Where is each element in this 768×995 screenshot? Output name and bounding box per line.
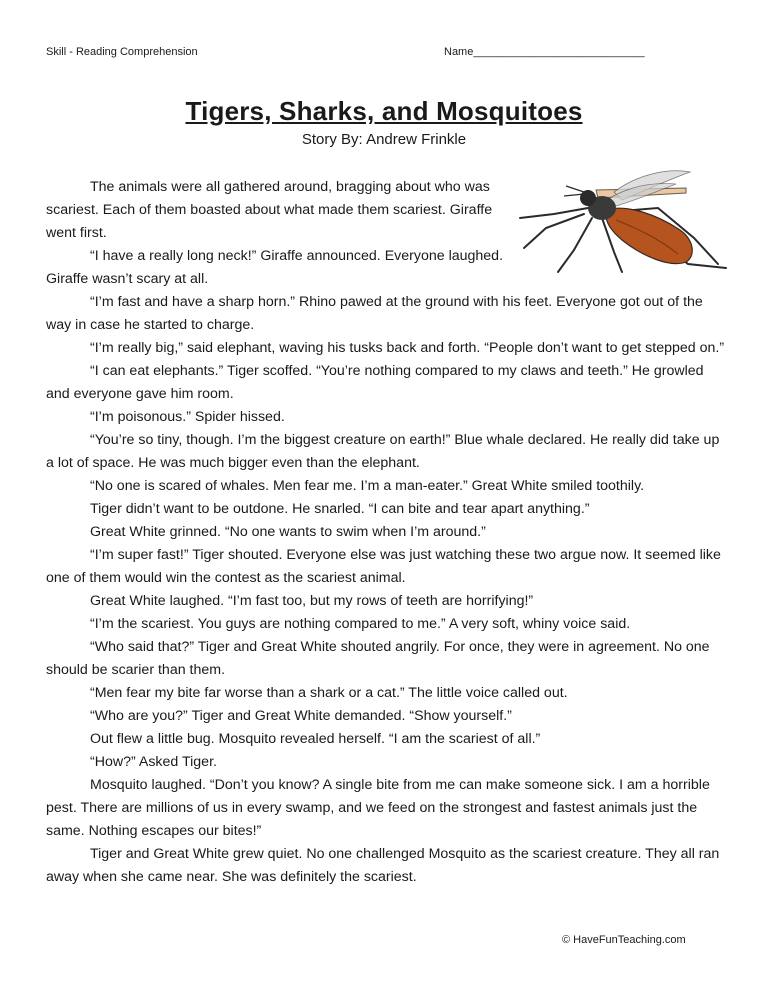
story-paragraph: “Who are you?” Tiger and Great White demanded. “Show yourself.” <box>90 708 512 724</box>
story-paragraph: Great White laughed. “I’m fast too, but my rows of teeth are horrifying!” <box>90 593 534 609</box>
story-paragraph: Out flew a little bug. Mosquito revealed herself. “I am the scariest of all.” <box>90 731 541 747</box>
story-paragraph: “Who said that?” Tiger and Great White shouted angrily. For once, they were in agreement. No one should be scarier than them. <box>46 639 710 678</box>
story-paragraph: Tiger didn’t want to be outdone. He snarled. “I can bite and tear apart anything.” <box>90 501 590 517</box>
copyright-footer: © HaveFunTeaching.com <box>562 934 686 946</box>
story-paragraph: “I’m super fast!” Tiger shouted. Everyone else was just watching these two argue now. It seemed like one of them would win the contest as the scariest animal. <box>46 547 721 586</box>
story-paragraph: “I’m fast and have a sharp horn.” Rhino pawed at the ground with his feet. Everyone got out of the way in case he started to charge. <box>46 294 703 333</box>
story-title: Tigers, Sharks, and Mosquitoes <box>185 96 583 126</box>
story-body <box>46 176 726 889</box>
story-paragraph: “I can eat elephants.” Tiger scoffed. “You’re nothing compared to my claws and teeth.” He growled and everyone gave him room. <box>46 363 704 402</box>
story-paragraph: “I’m really big,” said elephant, waving his tusks back and forth. “People don’t want to get stepped on.” <box>90 340 725 356</box>
name-field: Name____________________________ <box>444 46 645 58</box>
story-byline: Story By: Andrew Frinkle <box>301 131 467 148</box>
story-paragraph: The animals were all gathered around, bragging about who was scariest. Each of them boasted about what made them scariest. Giraffe went first. <box>46 179 493 241</box>
story-paragraph: “I’m poisonous.” Spider hissed. <box>90 409 285 425</box>
story-paragraph: “You’re so tiny, though. I’m the biggest creature on earth!” Blue whale declared. He really did take up a lot of space. He was much bigger even than the elephant. <box>46 432 720 471</box>
story-paragraph: “I have a really long neck!” Giraffe announced. Everyone laughed. Giraffe wasn’t scary at all. <box>46 248 504 287</box>
story-paragraph: Tiger and Great White grew quiet. No one challenged Mosquito as the scariest creature. They all ran away when she came near. She was definitely the scariest. <box>46 846 720 885</box>
story-paragraph: Great White grinned. “No one wants to swim when I’m around.” <box>90 524 486 540</box>
story-paragraph: “How?” Asked Tiger. <box>90 754 217 770</box>
story-paragraph: “No one is scared of whales. Men fear me. I’m a man-eater.” Great White smiled toothily. <box>90 478 645 494</box>
skill-label: Skill - Reading Comprehension <box>46 46 198 58</box>
story-paragraph: Mosquito laughed. “Don’t you know? A single bite from me can make someone sick. I am a horrible pest. There are millions of us in every swamp, and we feed on the strongest and fastest animals just the same. Nothing escapes our bites!” <box>46 777 710 839</box>
story-paragraph: “I’m the scariest. You guys are nothing compared to me.” A very soft, whiny voice said. <box>90 616 631 632</box>
story-paragraph: “Men fear my bite far worse than a shark or a cat.” The little voice called out. <box>90 685 568 701</box>
